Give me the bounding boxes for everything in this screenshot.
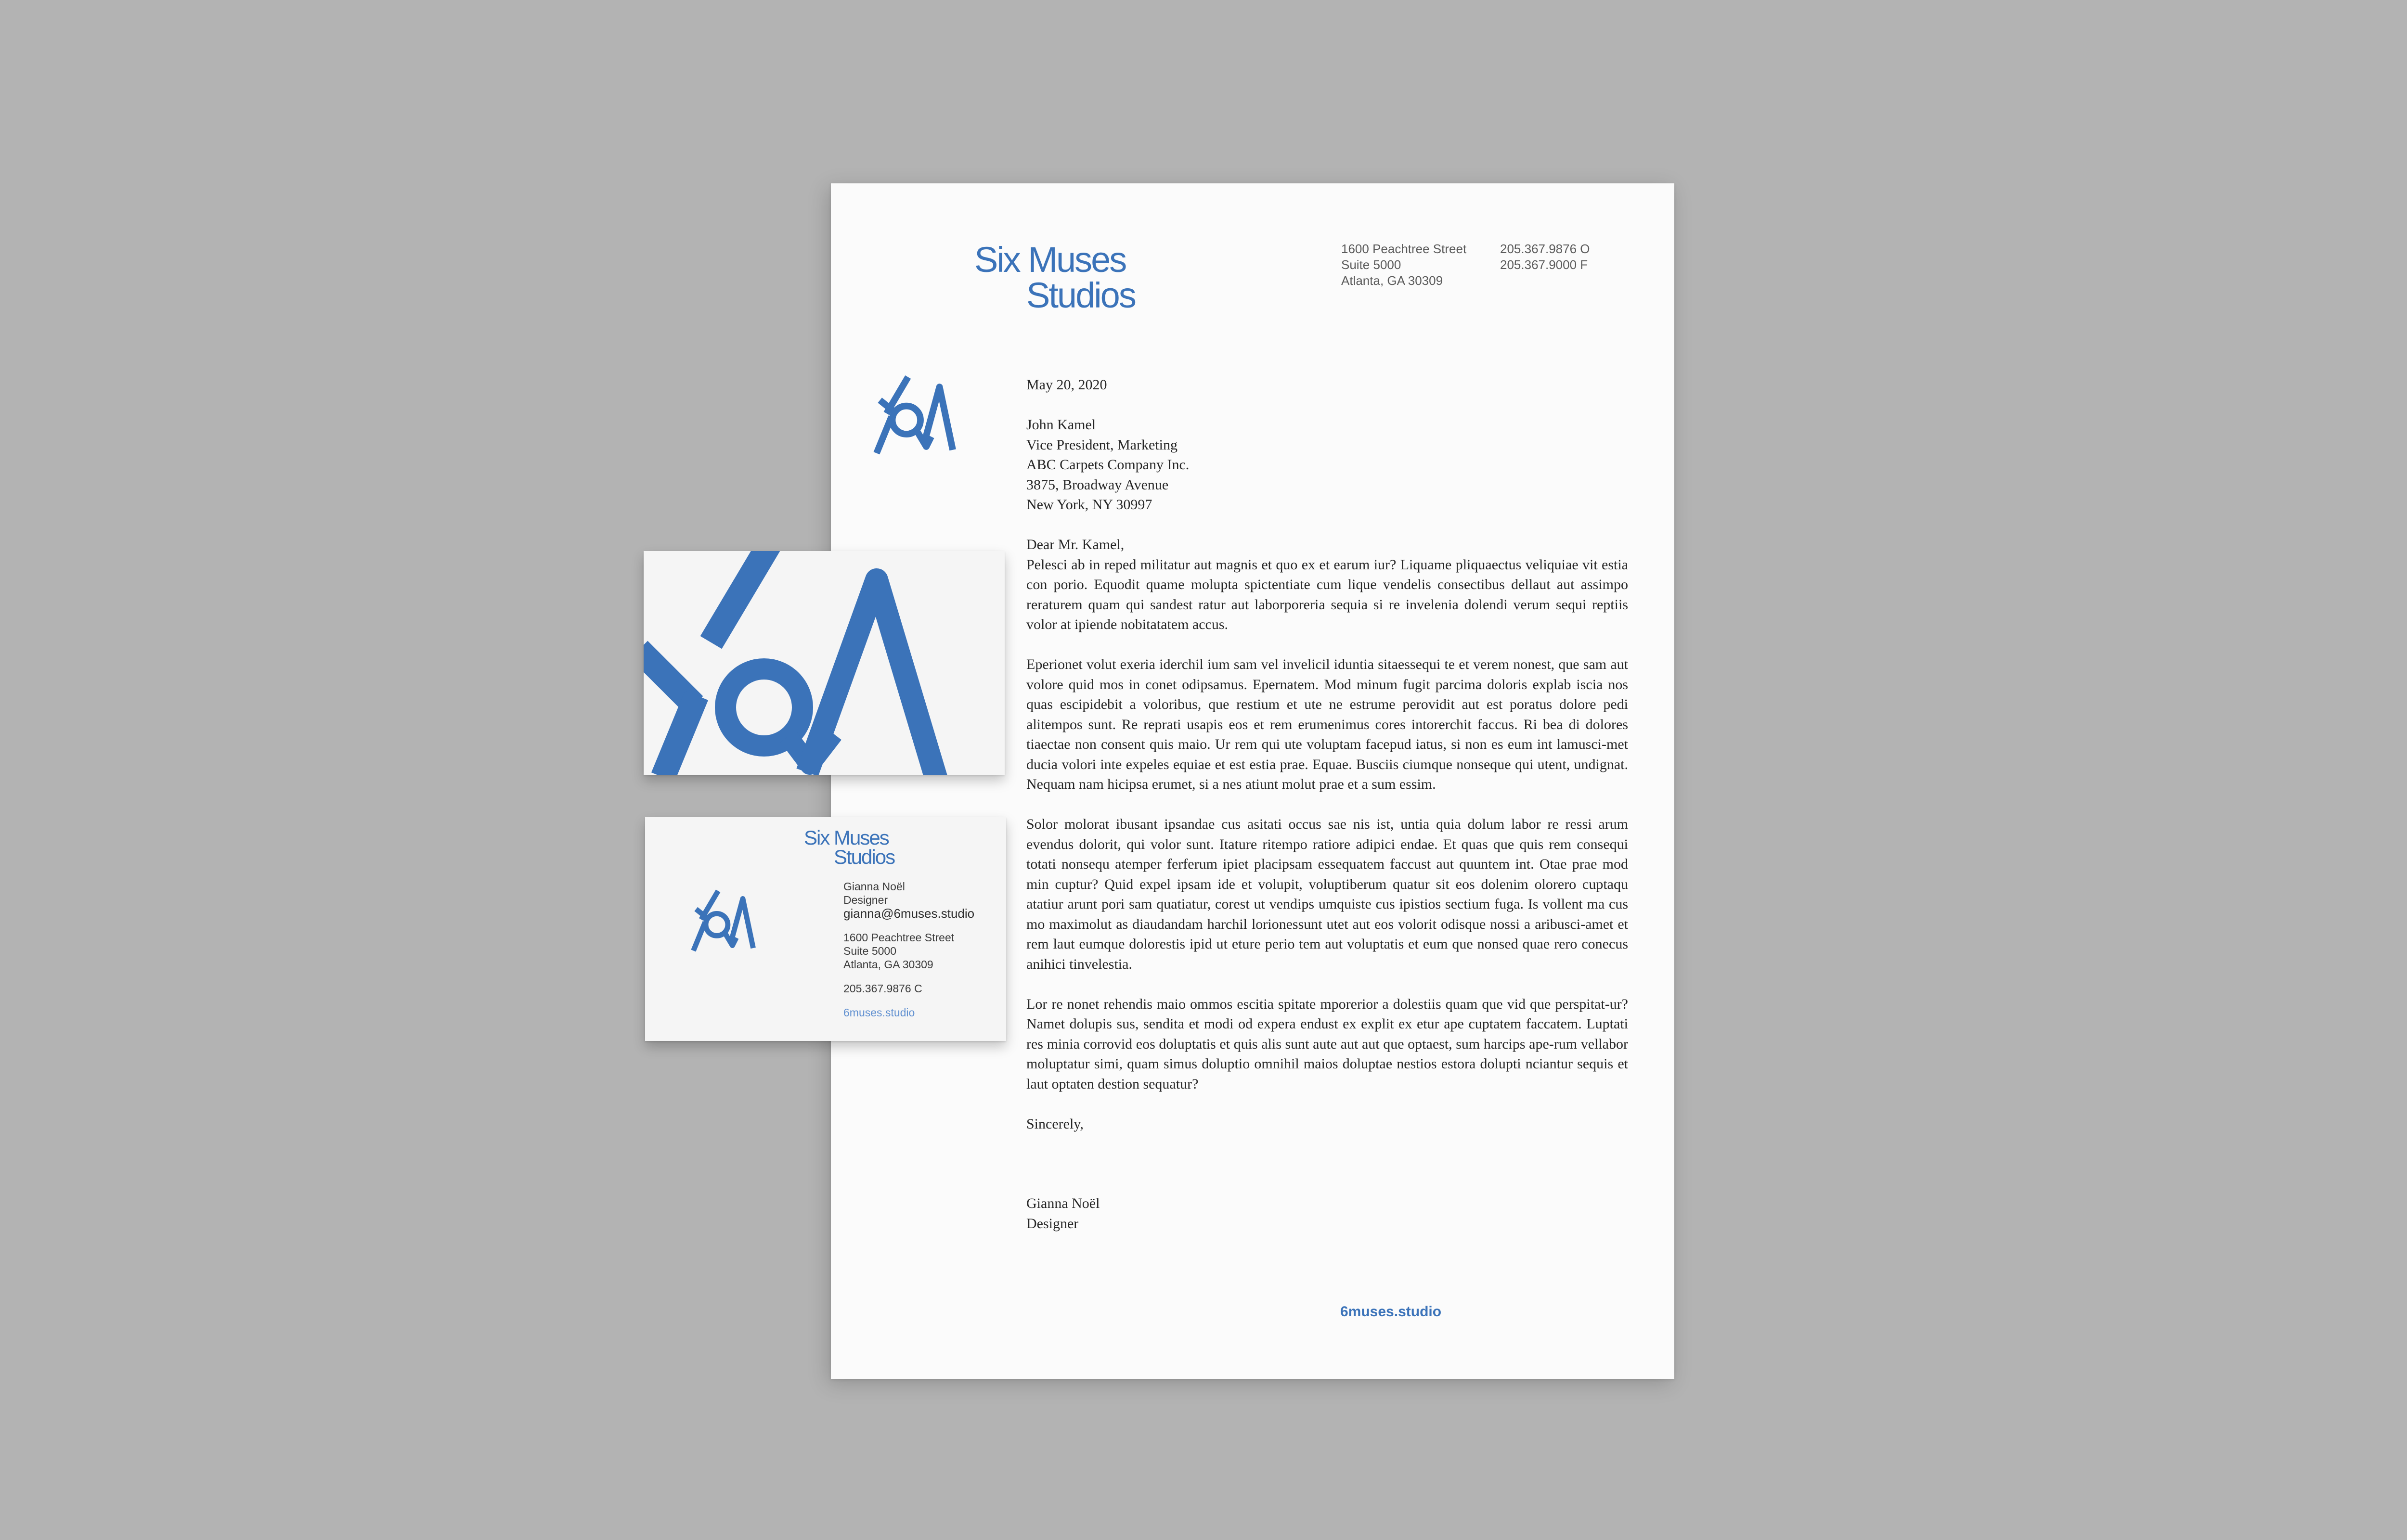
letter-paragraph: Solor molorat ibusant ipsandae cus asitati occus sae nis ist, untia quia dolum labor re ressi arum evendus dolorit, qui volor sunt. Itature ritempo ratiore adipici endae. Et quas que quis rem consequi totati nonsequ atemper ferferum ipiet placipsam essequatem faccust aut quuntem int. Otae prae mod min cuptur? Quid expel ipsam ide et volupit, voluptiberum quatur sit eos dolenim olorero cuptaqu atatiur arunt pori sam quatiatur, corest ut vendips umquiste cus ipistios sectium fuga. Is vollent ma cus mo maximolut as diaudandam harchil lorionessunt utet aut eos volorit odisque nossi a aribusci-amet et rem laut eumque dolorestis ipid ut eture perio tem aut voluptatis et eum que nonsed quae rero conecus anihici tinvelestia. bbox=[1026, 816, 1628, 972]
card-phone: 205.367.9876 C bbox=[843, 982, 922, 995]
card-address-line: Suite 5000 bbox=[843, 945, 896, 957]
card-address-line: Atlanta, GA 30309 bbox=[843, 958, 933, 971]
letter-paragraph: Eperionet volut exeria iderchil ium sam vel invelicil iduntia sitaessequi te et verem nonest, que sam aut volore quid mos in conet odipsamus. Epernatem. Mod minum fugit parcima doloris explab iscia nos quas escipidebit a voloribus, que restium et ute ne estrume perovidit aut est poratus dolore pedi alitempos sunt. Re reprati usapis eos et rem erumenimus cores intorerchit faccus. Ri bea di dolores tiaectae non consent quis maio. Ur rem qui ute voluptam facepud iatus, si non es eum int lamusci-met ducia volori inte expeles equiae et est estia prae. Equae. Busciis ciumque nonseque qui utent, undignat. Nequam nam hicipsa erumet, si a nes atiunt molut prae et a sum essim. bbox=[1026, 656, 1628, 792]
recipient-line: ABC Carpets Company Inc. bbox=[1026, 457, 1190, 473]
card-address-line: 1600 Peachtree Street bbox=[843, 931, 955, 944]
recipient-line: 3875, Broadway Avenue bbox=[1026, 476, 1169, 493]
phone-office: 205.367.9876 O bbox=[1500, 242, 1590, 256]
letter-salutation: Dear Mr. Kamel, bbox=[1026, 537, 1125, 552]
wordmark-line-2: Studios bbox=[834, 846, 895, 868]
address-line: Atlanta, GA 30309 bbox=[1341, 273, 1443, 288]
recipient-line: New York, NY 30997 bbox=[1026, 497, 1152, 513]
letterhead-phones bbox=[1500, 241, 1590, 273]
letterhead-wordmark bbox=[974, 242, 1148, 324]
monogram-icon bbox=[873, 374, 956, 460]
letter-body bbox=[1026, 375, 1628, 1233]
business-card-back bbox=[645, 817, 1006, 1041]
letter-date: May 20, 2020 bbox=[1026, 377, 1107, 393]
letter-paragraph: Pelesci ab in reped militatur aut magnis et quo ex et earum iur? Liquame pliquaectus veliquiae vit estia con porio. Equodit quame molupta spictentiate cum lique vendelis consectibus dellaut aut assimpo reraturem quam qui sandest ratur aut laborporeria sequia si re invelenia dolendi verum sequi reptiis volor at ipiende nobitatatem accus. bbox=[1026, 556, 1628, 632]
wordmark-line-1: Six Muses bbox=[804, 826, 889, 849]
business-card-front bbox=[644, 551, 1005, 775]
letter-closing: Sincerely, bbox=[1026, 1116, 1084, 1132]
phone-fax: 205.367.9000 F bbox=[1500, 257, 1588, 272]
card-website: 6muses.studio bbox=[843, 1006, 915, 1019]
signer-name: Gianna Noël bbox=[1026, 1195, 1100, 1211]
signer-title: Designer bbox=[1026, 1215, 1079, 1232]
wordmark-line-2: Studios bbox=[1026, 275, 1135, 315]
card-wordmark bbox=[804, 828, 919, 873]
recipient-line: John Kamel bbox=[1026, 417, 1096, 433]
card-contact-block bbox=[843, 880, 974, 1019]
large-monogram-icon bbox=[644, 551, 1005, 775]
card-title: Designer bbox=[843, 894, 888, 906]
letter-paragraph: Lor re nonet rehendis maio ommos escitia spitate mporerior a dolestiis quam que vid que perspitat-ur? Namet dolupis sus, sendita et modi od expera endust ex explit ex etur ape cuptatem faccatem. Luptati res minia corrovid eos doluptatis et quis alis sunt aute aut aut que optaest, sum harcips ape-rum vellabor moluptatur simi, quam simus doluptio omnihil maios doluptae nestios estora dolupti nciantur sequis et laut optaten destion sequatur? bbox=[1026, 996, 1628, 1092]
address-line: 1600 Peachtree Street bbox=[1341, 242, 1467, 256]
letterhead-sheet bbox=[831, 183, 1674, 1379]
card-name: Gianna Noël bbox=[843, 880, 905, 893]
address-line: Suite 5000 bbox=[1341, 257, 1401, 272]
wordmark-line-1: Six Muses bbox=[974, 240, 1126, 280]
letterhead-website: 6muses.studio bbox=[1340, 1304, 1442, 1320]
recipient-line: Vice President, Marketing bbox=[1026, 436, 1178, 453]
card-email: gianna@6muses.studio bbox=[843, 906, 975, 921]
letterhead-address bbox=[1341, 241, 1466, 289]
monogram-icon bbox=[691, 888, 756, 956]
